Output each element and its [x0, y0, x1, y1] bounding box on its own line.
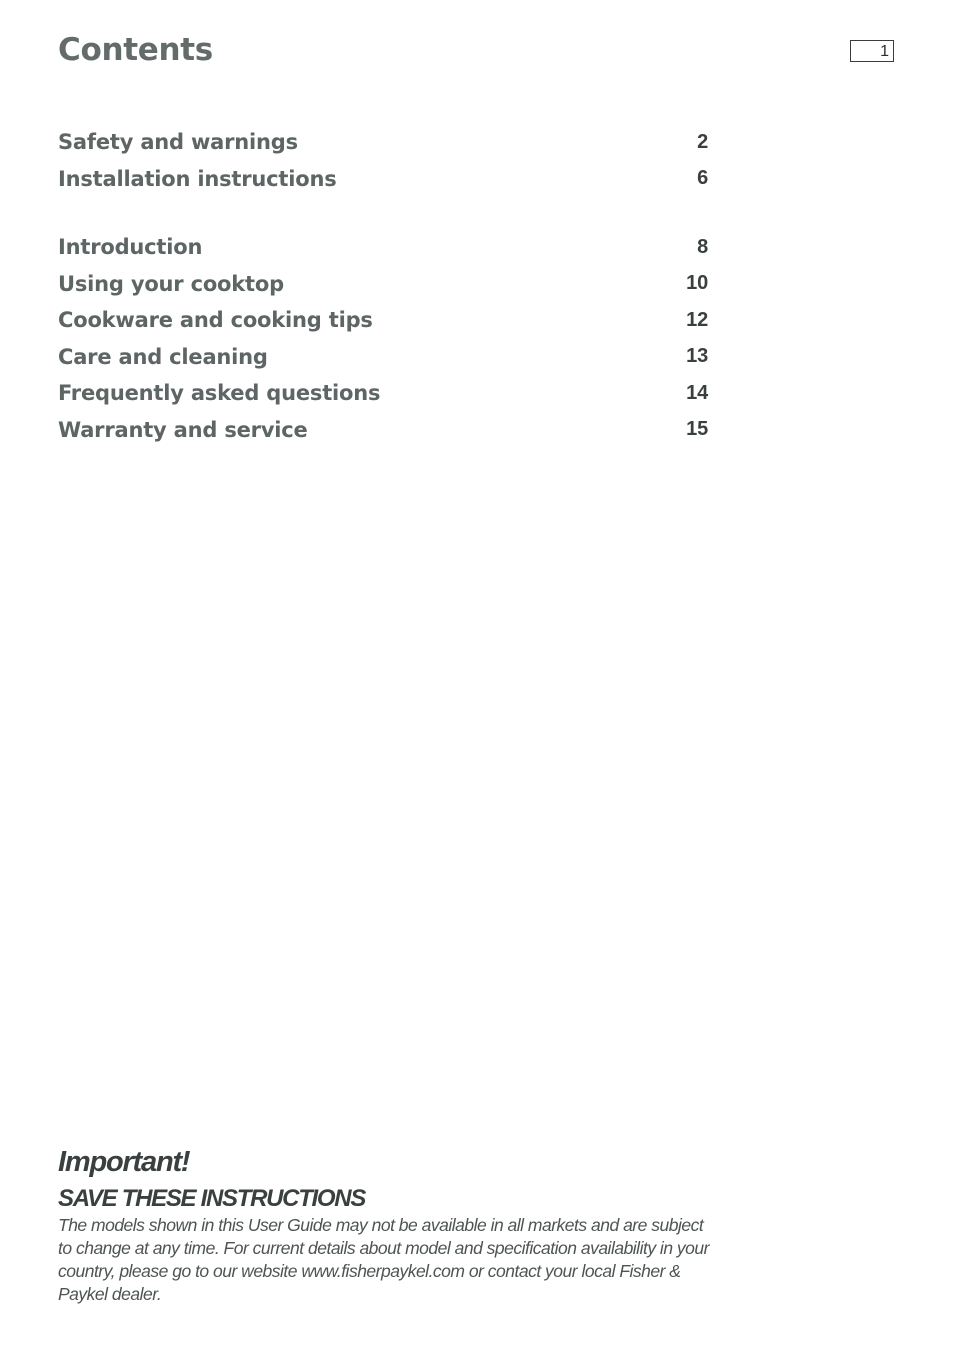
page-title: Contents — [58, 32, 213, 68]
toc-entry-page: 14 — [686, 381, 708, 404]
toc-entry-introduction[interactable] — [58, 229, 708, 266]
toc-entry-page: 10 — [686, 272, 708, 295]
toc-entry-installation-instructions[interactable] — [58, 161, 708, 198]
important-heading: Important! — [58, 1146, 190, 1178]
important-body-text: The models shown in this User Guide may not be available in all markets and are subject to change at any time. For current details about model and specification availability in your country, please go to our website www.fisherpaykel.com or contact your local Fisher & Paykel dealer. — [58, 1215, 709, 1304]
important-notice — [58, 1142, 718, 1306]
toc-entry-using-your-cooktop[interactable] — [58, 266, 708, 303]
toc-entry-care-and-cleaning[interactable] — [58, 339, 708, 376]
save-instructions-subheading: SAVE THESE INSTRUCTIONS — [58, 1185, 366, 1212]
toc-entry-page: 13 — [686, 345, 708, 368]
toc-entry-label: Installation instructions — [58, 166, 337, 191]
toc-entry-frequently-asked-questions[interactable] — [58, 375, 708, 412]
toc-entry-page: 15 — [686, 418, 708, 441]
toc-entry-safety-and-warnings[interactable] — [58, 124, 708, 161]
toc-entry-label: Introduction — [58, 235, 203, 260]
page-number: 1 — [850, 40, 894, 62]
toc-entry-label: Warranty and service — [58, 417, 308, 442]
toc-group-safety-install — [58, 124, 708, 197]
toc-entry-label: Frequently asked questions — [58, 381, 381, 406]
toc-entry-label: Care and cleaning — [58, 344, 268, 369]
toc-entry-label: Cookware and cooking tips — [58, 308, 373, 333]
toc-entry-page: 8 — [697, 235, 708, 258]
toc-group-user-guide — [58, 229, 708, 448]
toc-entry-label: Using your cooktop — [58, 271, 284, 296]
toc-entry-warranty-and-service[interactable] — [58, 412, 708, 449]
toc-entry-cookware-and-cooking-tips[interactable] — [58, 302, 708, 339]
toc-entry-page: 12 — [686, 308, 708, 331]
toc-entry-page: 2 — [697, 130, 708, 153]
toc-entry-page: 6 — [697, 167, 708, 190]
toc-entry-label: Safety and warnings — [58, 130, 298, 155]
